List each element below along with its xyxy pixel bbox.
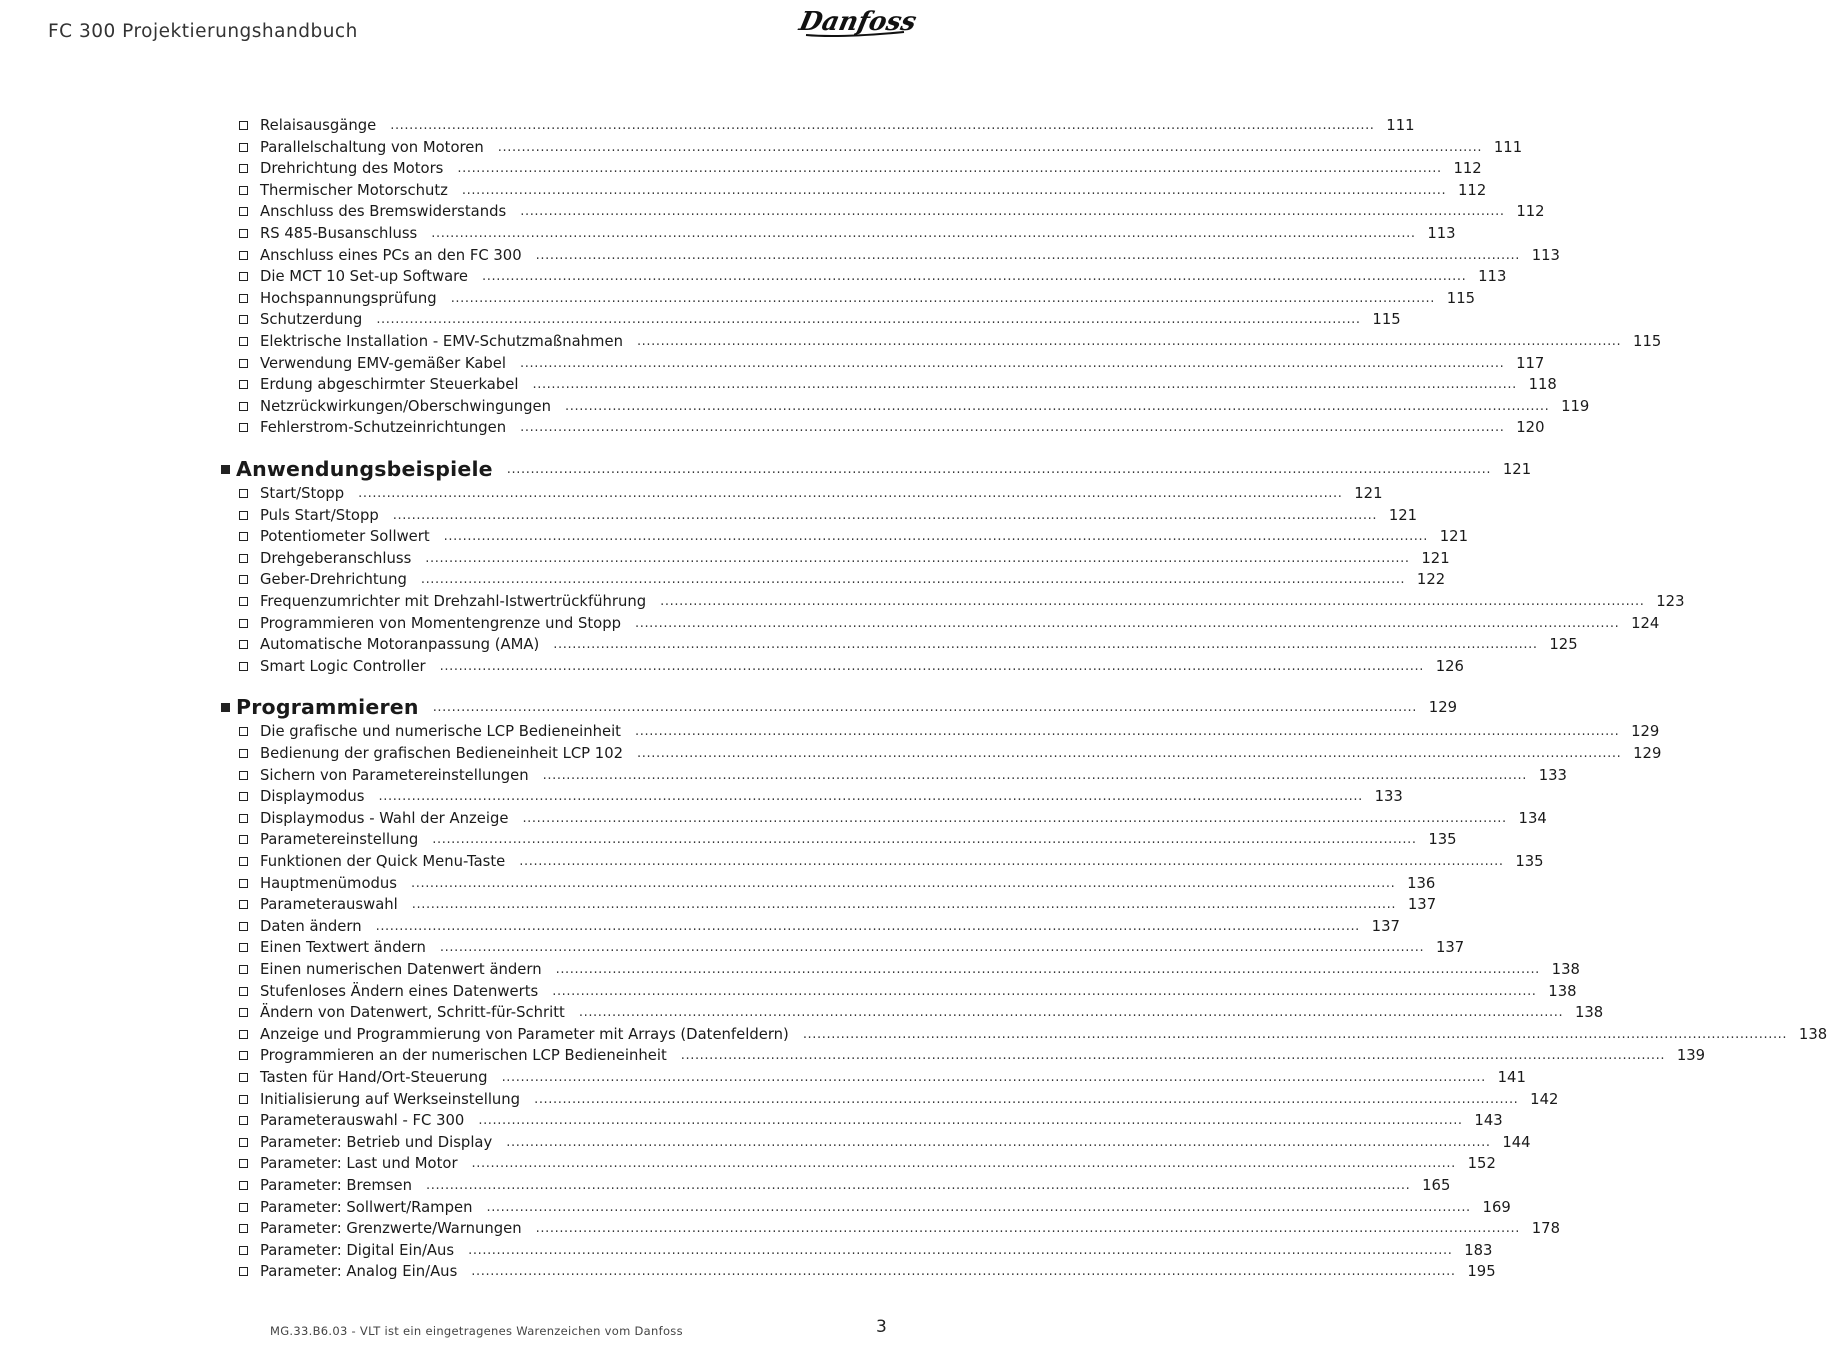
- square-bullet-icon: [239, 879, 248, 888]
- dot-leader: [425, 548, 1409, 569]
- toc-entry-page: 143: [1474, 1112, 1503, 1130]
- toc-entry-label: Potentiometer Sollwert: [260, 528, 430, 546]
- toc-entry-page: 126: [1435, 657, 1464, 675]
- toc-entry[interactable]: [239, 808, 1547, 829]
- toc-entry-page: 165: [1422, 1177, 1451, 1194]
- toc-entry-label: Funktionen der Quick Menu-Taste: [260, 853, 506, 870]
- dot-leader: [579, 1002, 1563, 1023]
- toc-entry-page: 135: [1428, 831, 1457, 849]
- toc-entry[interactable]: [239, 1261, 1496, 1282]
- toc-entry-label: Automatische Motoranpassung (AMA): [260, 636, 540, 654]
- toc-entry[interactable]: [239, 505, 1418, 526]
- toc-entry[interactable]: [239, 981, 1577, 1002]
- square-bullet-icon: [239, 1073, 248, 1082]
- toc-entry-page: 178: [1531, 1220, 1560, 1238]
- square-bullet-icon: [239, 1246, 248, 1255]
- square-bullet-icon: [239, 1224, 248, 1233]
- dot-leader: [502, 1067, 1486, 1088]
- dot-leader: [468, 1240, 1452, 1261]
- toc-entry-label: Parameter: Grenzwerte/Warnungen: [260, 1220, 522, 1238]
- dot-leader: [471, 1261, 1455, 1282]
- toc-entry-label: Parameter: Last und Motor: [260, 1155, 458, 1173]
- dot-leader: [803, 1024, 1787, 1045]
- toc-entry-label: Tasten für Hand/Ort-Steuerung: [260, 1069, 488, 1086]
- dot-leader: [637, 743, 1621, 764]
- toc-entry-label: Thermischer Motorschutz: [260, 181, 448, 199]
- toc-entry-page: 112: [1453, 160, 1482, 178]
- toc-entry[interactable]: [239, 851, 1544, 872]
- toc-entry-label: Netzrückwirkungen/Oberschwingungen: [260, 397, 551, 415]
- toc-entry-label: Schutzerdung: [260, 311, 363, 329]
- toc-entry-label: Parameterauswahl - FC 300: [260, 1112, 465, 1130]
- toc-entry[interactable]: [239, 786, 1403, 807]
- toc-entry-page: 123: [1656, 593, 1685, 610]
- dot-leader: [522, 808, 1506, 829]
- toc-entry-page: 117: [1516, 354, 1545, 372]
- toc-entry-label: Einen Textwert ändern: [260, 939, 426, 957]
- dot-leader: [393, 505, 1377, 526]
- square-bullet-icon: [239, 294, 248, 303]
- toc-entry[interactable]: [239, 115, 1415, 136]
- toc-entry-label: Parametereinstellung: [260, 831, 419, 849]
- square-bullet-icon: [239, 532, 248, 541]
- toc-entry[interactable]: [239, 1045, 1706, 1066]
- toc-entry-label: Start/Stopp: [260, 485, 345, 502]
- toc-entry-page: 111: [1493, 138, 1523, 156]
- svg-text:Danfoss: Danfoss: [796, 6, 920, 37]
- dot-leader: [520, 353, 1504, 374]
- square-bullet-icon: [239, 121, 248, 130]
- toc-entry-page: 137: [1371, 917, 1400, 935]
- toc-entry[interactable]: [239, 1197, 1511, 1218]
- square-bullet-icon: [239, 965, 248, 974]
- square-bullet-icon: [239, 1159, 248, 1168]
- toc-entry[interactable]: [239, 894, 1437, 915]
- toc-entry[interactable]: [239, 937, 1465, 958]
- dot-leader: [520, 417, 1504, 438]
- toc-entry[interactable]: [239, 634, 1578, 655]
- dot-leader: [519, 851, 1503, 872]
- toc-entry-page: 136: [1407, 874, 1436, 892]
- toc-entry-page: 121: [1354, 485, 1383, 502]
- toc-entry[interactable]: [239, 829, 1457, 850]
- square-bullet-icon: [239, 1181, 248, 1190]
- toc-entry[interactable]: [239, 569, 1446, 590]
- square-bullet-icon: [239, 143, 248, 152]
- toc-entry-label: Anschluss eines PCs an den FC 300: [260, 246, 522, 264]
- toc-entry-label: Anzeige und Programmierung von Parameter mit Arrays (Datenfeldern): [260, 1025, 789, 1043]
- toc-entry-page: 113: [1478, 268, 1507, 286]
- toc-entry-page: 121: [1388, 506, 1418, 524]
- toc-entry-label: Parameter: Betrieb und Display: [260, 1133, 493, 1151]
- dot-leader: [421, 569, 1405, 590]
- toc-entry[interactable]: [239, 137, 1523, 158]
- toc-entry[interactable]: [239, 1132, 1531, 1153]
- toc-entry-label: Parallelschaltung von Motoren: [260, 138, 484, 156]
- square-bullet-icon: [239, 272, 248, 281]
- toc-entry[interactable]: [239, 1175, 1451, 1196]
- toc-entry[interactable]: [239, 1089, 1559, 1110]
- square-bullet-icon: [239, 186, 248, 195]
- toc-entry-label: Sichern von Parametereinstellungen: [260, 766, 529, 784]
- toc-entry[interactable]: [239, 288, 1476, 309]
- toc-entry-page: 138: [1574, 1004, 1604, 1022]
- dot-leader: [553, 634, 1537, 655]
- toc-entry-page: 133: [1374, 788, 1403, 806]
- dot-leader: [552, 981, 1536, 1002]
- toc-entry[interactable]: [239, 548, 1450, 569]
- toc-entry[interactable]: [239, 1002, 1604, 1023]
- square-bullet-icon: [239, 380, 248, 389]
- dot-leader: [482, 266, 1466, 287]
- toc-entry-page: 137: [1407, 896, 1437, 914]
- toc-entry-label: Parameter: Sollwert/Rampen: [260, 1198, 473, 1216]
- dot-leader: [536, 245, 1520, 266]
- toc-entry[interactable]: [239, 158, 1482, 179]
- dot-leader: [565, 396, 1549, 417]
- toc-entry-page: 141: [1497, 1069, 1526, 1086]
- dot-leader: [462, 180, 1446, 201]
- square-bullet-icon: [239, 554, 248, 563]
- toc-entry-page: 112: [1516, 203, 1545, 221]
- toc-entry-page: 115: [1633, 333, 1662, 350]
- toc-entry[interactable]: [239, 374, 1557, 395]
- toc-entry-label: Daten ändern: [260, 917, 362, 935]
- square-bullet-icon: [239, 1203, 248, 1212]
- toc-entry-page: 134: [1518, 809, 1547, 827]
- document-header-title: FC 300 Projektierungshandbuch: [48, 21, 358, 42]
- dot-leader: [498, 137, 1482, 158]
- square-bullet-icon: [239, 489, 248, 498]
- toc-entry-page: 129: [1631, 723, 1660, 741]
- toc-entry[interactable]: [239, 1110, 1503, 1131]
- toc-entry-page: 112: [1458, 181, 1487, 199]
- toc-entry[interactable]: [239, 1153, 1496, 1174]
- dot-leader: [451, 288, 1435, 309]
- dot-leader: [412, 894, 1396, 915]
- toc-entry[interactable]: [239, 266, 1507, 287]
- toc-entry-page: 169: [1482, 1198, 1511, 1216]
- toc-entry-label: Puls Start/Stopp: [260, 506, 379, 524]
- toc-entry-label: Geber-Drehrichtung: [260, 571, 407, 589]
- toc-entry-page: 138: [1548, 982, 1577, 1000]
- dot-leader: [506, 1132, 1490, 1153]
- toc-entry[interactable]: [239, 331, 1662, 352]
- toc-entry-label: Parameterauswahl: [260, 896, 398, 914]
- toc-entry-page: 120: [1516, 419, 1545, 437]
- filled-square-bullet-icon: [221, 465, 230, 474]
- toc-entry-page: 138: [1551, 961, 1580, 978]
- square-bullet-icon: [239, 987, 248, 996]
- dot-leader: [431, 223, 1415, 244]
- toc-entry-page: 118: [1528, 376, 1557, 394]
- toc-entry[interactable]: [239, 959, 1580, 980]
- dot-leader: [486, 1197, 1470, 1218]
- toc-section-entry[interactable]: [221, 693, 1458, 721]
- square-bullet-icon: [239, 1138, 248, 1147]
- toc-entry-page: 129: [1633, 745, 1662, 762]
- square-bullet-icon: [239, 1267, 248, 1276]
- toc-entry[interactable]: [239, 916, 1400, 937]
- square-bullet-icon: [239, 814, 248, 823]
- dot-leader: [543, 765, 1527, 786]
- dot-leader: [444, 526, 1428, 547]
- toc-entry-page: 139: [1676, 1047, 1706, 1065]
- square-bullet-icon: [239, 922, 248, 931]
- dot-leader: [358, 483, 1342, 504]
- toc-entry-label: Bedienung der grafischen Bedieneinheit LCP 102: [260, 745, 624, 762]
- square-bullet-icon: [239, 337, 248, 346]
- square-bullet-icon: [239, 943, 248, 952]
- toc-entry[interactable]: [239, 613, 1660, 634]
- toc-section-entry[interactable]: [221, 455, 1532, 483]
- toc-entry[interactable]: [239, 417, 1545, 438]
- toc-entry-label: Drehgeberanschluss: [260, 549, 412, 567]
- toc-entry-page: 129: [1428, 698, 1458, 716]
- square-bullet-icon: [239, 315, 248, 324]
- toc-entry-page: 124: [1631, 614, 1660, 632]
- toc-entry-label: Hochspannungsprüfung: [260, 289, 437, 307]
- toc-entry-page: 121: [1421, 549, 1450, 567]
- danfoss-logo: [796, 2, 920, 48]
- toc-entry-page: 125: [1549, 636, 1578, 654]
- square-bullet-icon: [239, 359, 248, 368]
- toc-entry-page: 122: [1416, 571, 1446, 589]
- dot-leader: [426, 1175, 1410, 1196]
- dot-leader: [507, 459, 1491, 480]
- dot-leader: [411, 873, 1395, 894]
- square-bullet-icon: [239, 1116, 248, 1125]
- toc-entry-page: 115: [1446, 289, 1476, 307]
- square-bullet-icon: [239, 619, 248, 628]
- square-bullet-icon: [239, 1008, 248, 1017]
- dot-leader: [635, 721, 1619, 742]
- toc-entry-page: 119: [1561, 397, 1590, 415]
- square-bullet-icon: [239, 749, 248, 758]
- toc-entry-page: 195: [1467, 1263, 1496, 1281]
- footer-text: MG.33.B6.03 - VLT ist ein eingetragenes Warenzeichen vom Danfoss: [270, 1324, 683, 1338]
- toc-entry[interactable]: [239, 656, 1464, 677]
- toc-entry-label: Fehlerstrom-Schutzeinrichtungen: [260, 419, 507, 437]
- square-bullet-icon: [239, 251, 248, 260]
- dot-leader: [440, 937, 1424, 958]
- toc-entry-page: 121: [1502, 460, 1532, 478]
- toc-entry[interactable]: [239, 180, 1487, 201]
- toc-entry-label: Programmieren an der numerischen LCP Bedieneinheit: [260, 1047, 667, 1065]
- toc-entry[interactable]: [239, 873, 1436, 894]
- toc-entry[interactable]: [239, 743, 1662, 764]
- toc-entry-label: Displaymodus: [260, 788, 365, 806]
- dot-leader: [520, 201, 1504, 222]
- toc-entry[interactable]: [239, 309, 1401, 330]
- dot-leader: [536, 1218, 1520, 1239]
- toc-entry-label: Einen numerischen Datenwert ändern: [260, 961, 542, 978]
- toc-entry[interactable]: [239, 765, 1567, 786]
- toc-entry-page: 183: [1464, 1241, 1493, 1259]
- square-bullet-icon: [239, 1051, 248, 1060]
- toc-entry-label: Parameter: Bremsen: [260, 1177, 413, 1194]
- square-bullet-icon: [239, 402, 248, 411]
- dot-leader: [472, 1153, 1456, 1174]
- dot-leader: [433, 697, 1417, 718]
- toc-entry[interactable]: [239, 223, 1456, 244]
- square-bullet-icon: [239, 423, 248, 432]
- dot-leader: [457, 158, 1441, 179]
- dot-leader: [534, 1089, 1518, 1110]
- toc-entry[interactable]: [239, 1024, 1827, 1045]
- square-bullet-icon: [239, 229, 248, 238]
- toc-entry-label: Parameter: Analog Ein/Aus: [260, 1263, 458, 1281]
- toc-entry-label: Drehrichtung des Motors: [260, 160, 444, 178]
- toc-entry-label: Initialisierung auf Werkseinstellung: [260, 1090, 521, 1108]
- toc-entry[interactable]: [239, 201, 1545, 222]
- toc-entry-page: 121: [1439, 528, 1468, 546]
- square-bullet-icon: [239, 164, 248, 173]
- toc-entry-page: 133: [1538, 766, 1567, 784]
- toc-entry-label: Smart Logic Controller: [260, 657, 426, 675]
- square-bullet-icon: [239, 857, 248, 866]
- toc-entry-label: RS 485-Busanschluss: [260, 225, 418, 242]
- toc-entry-page: 135: [1515, 853, 1544, 870]
- toc-entry-label: Stufenloses Ändern eines Datenwerts: [260, 982, 539, 1000]
- toc-entry-label: Die MCT 10 Set-up Software: [260, 268, 469, 286]
- toc-entry[interactable]: [239, 721, 1660, 742]
- dot-leader: [432, 829, 1416, 850]
- toc-entry[interactable]: [239, 396, 1590, 417]
- square-bullet-icon: [239, 900, 248, 909]
- square-bullet-icon: [239, 1095, 248, 1104]
- toc-entry-page: 152: [1467, 1155, 1496, 1173]
- square-bullet-icon: [239, 792, 248, 801]
- dot-leader: [556, 959, 1540, 980]
- dot-leader: [681, 1045, 1665, 1066]
- dot-leader: [440, 656, 1424, 677]
- toc-entry-label: Anwendungsbeispiele: [236, 456, 493, 481]
- dot-leader: [660, 591, 1644, 612]
- square-bullet-icon: [239, 575, 248, 584]
- dot-leader: [637, 331, 1621, 352]
- toc-entry-label: Verwendung EMV-gemäßer Kabel: [260, 354, 507, 372]
- toc-entry-label: Elektrische Installation - EMV-Schutzmaßnahmen: [260, 333, 623, 350]
- square-bullet-icon: [239, 207, 248, 216]
- square-bullet-icon: [239, 511, 248, 520]
- toc-entry-label: Frequenzumrichter mit Drehzahl-Istwertrückführung: [260, 593, 647, 610]
- toc-entry-page: 115: [1372, 311, 1401, 329]
- toc-entry[interactable]: [239, 1218, 1560, 1239]
- toc-entry-page: 113: [1427, 225, 1456, 242]
- toc-entry-page: 144: [1502, 1133, 1531, 1151]
- square-bullet-icon: [239, 640, 248, 649]
- dot-leader: [390, 115, 1374, 136]
- toc-entry-page: 113: [1531, 246, 1560, 264]
- toc-entry-label: Die grafische und numerische LCP Bedieneinheit: [260, 723, 621, 741]
- square-bullet-icon: [239, 662, 248, 671]
- toc-entry-page: 142: [1530, 1090, 1559, 1108]
- toc-entry-label: Anschluss des Bremswiderstands: [260, 203, 507, 221]
- toc-entry[interactable]: [239, 353, 1545, 374]
- dot-leader: [532, 374, 1516, 395]
- toc-entry[interactable]: [239, 483, 1383, 504]
- square-bullet-icon: [239, 1030, 248, 1039]
- toc-entry-label: Ändern von Datenwert, Schritt-für-Schritt: [260, 1004, 565, 1022]
- dot-leader: [376, 309, 1360, 330]
- toc-entry-label: Displaymodus - Wahl der Anzeige: [260, 809, 509, 827]
- dot-leader: [635, 613, 1619, 634]
- toc-entry[interactable]: [239, 526, 1468, 547]
- toc-entry[interactable]: [239, 1240, 1493, 1261]
- toc-entry-label: Parameter: Digital Ein/Aus: [260, 1241, 455, 1259]
- toc-entry[interactable]: [239, 245, 1560, 266]
- dot-leader: [376, 916, 1360, 937]
- toc-entry-page: 111: [1386, 117, 1415, 134]
- toc-entry-label: Programmieren: [236, 694, 419, 719]
- square-bullet-icon: [239, 727, 248, 736]
- toc-entry[interactable]: [239, 1067, 1526, 1088]
- dot-leader: [379, 786, 1363, 807]
- square-bullet-icon: [239, 597, 248, 606]
- square-bullet-icon: [239, 771, 248, 780]
- toc-entry-label: Erdung abgeschirmter Steuerkabel: [260, 376, 519, 394]
- page-number: 3: [876, 1317, 887, 1337]
- dot-leader: [478, 1110, 1462, 1131]
- filled-square-bullet-icon: [221, 703, 230, 712]
- square-bullet-icon: [239, 835, 248, 844]
- toc-entry-label: Relaisausgänge: [260, 117, 377, 134]
- toc-entry-label: Programmieren von Momentengrenze und Stopp: [260, 614, 621, 632]
- toc-entry-label: Hauptmenümodus: [260, 874, 397, 892]
- toc-entry-page: 137: [1435, 939, 1465, 957]
- toc-entry-page: 138: [1798, 1025, 1827, 1043]
- toc-entry[interactable]: [239, 591, 1685, 612]
